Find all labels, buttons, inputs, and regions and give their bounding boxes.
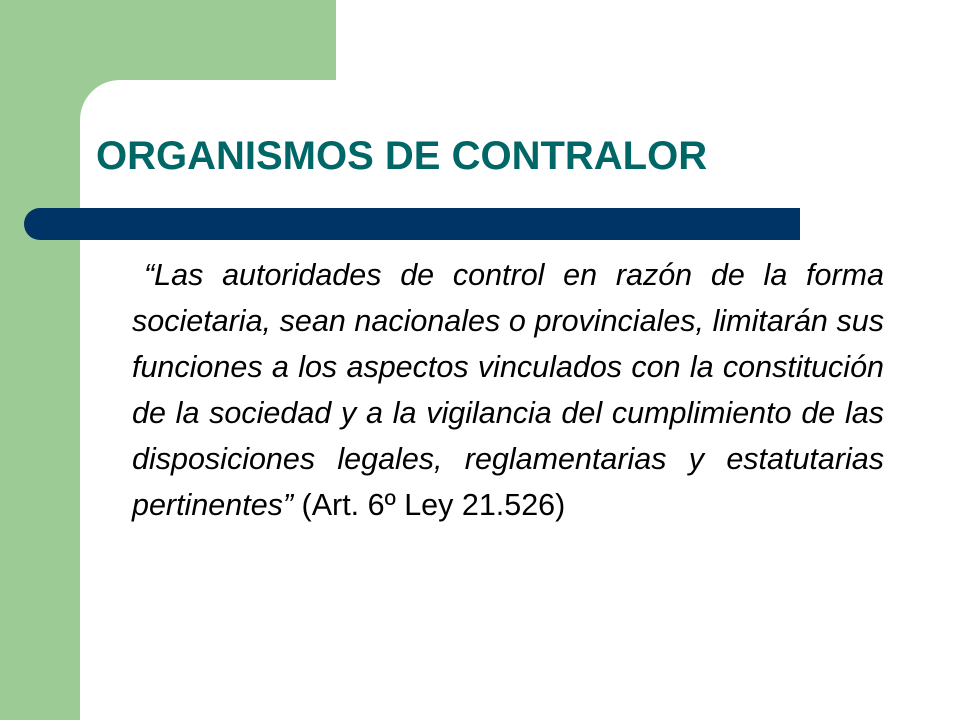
slide-title: ORGANISMOS DE CONTRALOR bbox=[96, 134, 708, 178]
green-decor-band bbox=[0, 0, 80, 720]
title-underline-bar bbox=[24, 208, 800, 240]
citation-text: (Art. 6º Ley 21.526) bbox=[293, 488, 566, 522]
body-paragraph bbox=[132, 252, 884, 528]
quoted-text: “Las autoridades de control en razón de la forma societaria, sean nacionales o provinciales, limitarán sus funciones a los aspectos vinculados con la constitución de la sociedad y a la vigilancia del cumplimiento de las disposiciones legales, reglamentarias y estatutarias pertinentes” bbox=[132, 258, 884, 522]
